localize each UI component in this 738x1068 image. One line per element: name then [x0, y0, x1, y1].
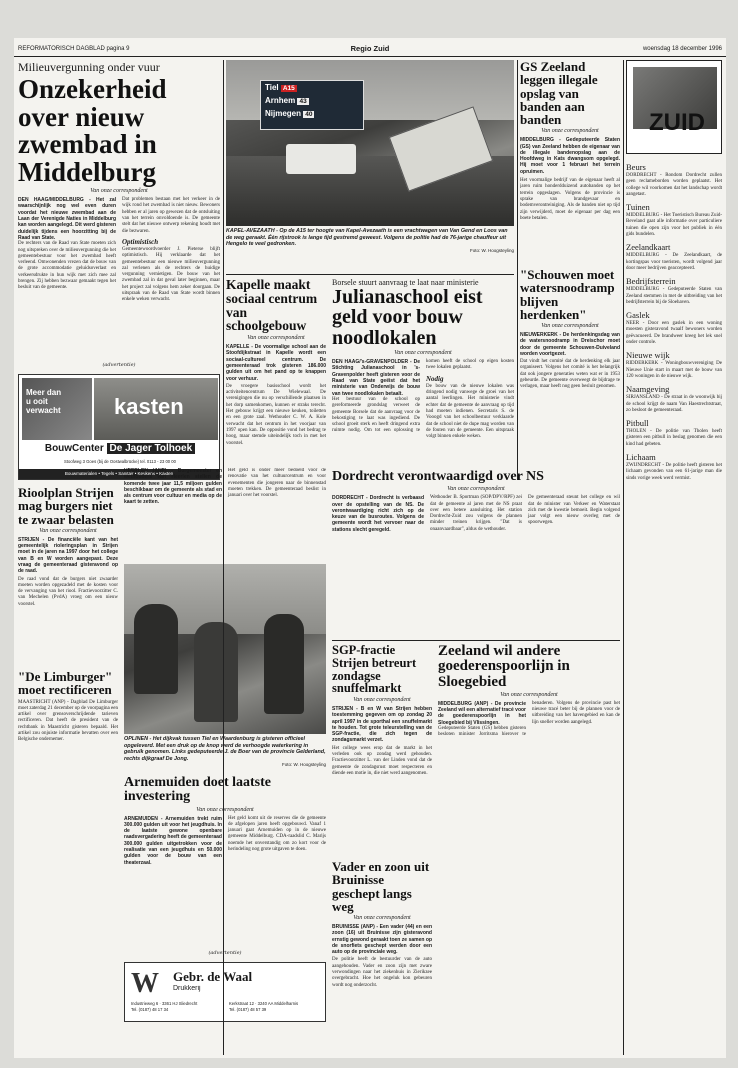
sign-line [265, 96, 309, 105]
ad-brand-2: De Jager Tolhoek [107, 443, 196, 454]
sign-exit-number: 43 [299, 98, 307, 105]
column-rule [223, 60, 224, 1055]
article-byline: Van onze correspondent [196, 806, 254, 813]
ad-phone: Tel. (0187) 48 17 34 [131, 1007, 169, 1012]
photo-caption-box [124, 736, 326, 770]
ad-store-photo [94, 378, 218, 440]
brief-text: NEER - Door een gaslek in een woning moesten gisteravond twaalf bewoners worden geëvacueerd. De brandweer kreeg het lek snel onder controle. [626, 321, 722, 346]
logo-title: ZUID [649, 109, 705, 136]
article-zwembad [18, 60, 220, 360]
article-lead: BRUINISSE (ANP) - Een vader (44) en een zoon (16) uit Bruinisse zijn gisteravond ernstig gewond geraakt toen ze samen op de snorfiets geschept werden door een auto op de provinciale weg. [332, 924, 432, 956]
article-lead: DEN HAAG/'s-GRAVENPOLDER - De Stichting Julianaschool in 's-Gravenpolder heeft gisteren voor de Raad van State geëist dat het ministerie van Onderwijs de bouw van twee noodlokalen betaalt. [332, 359, 420, 397]
article-subheading: Optimistisch [122, 237, 159, 246]
article-body: Gemeentewoordvoerder J. Pieterse blijft optimistisch. Hij verklaarde dat het gemeentebestuur een nieuwe milieuvergunning zal verlenen als de rechters de huidige vergunning vernietigen. De bouw van het zwembad zal in dat geval later beginnen, maar het project zal volgens hem zeker doorgaan. De uitspraak van de Raad van State wordt binnen enkele weken verwacht. [122, 246, 220, 303]
article-headline: Kapelle maakt sociaal centrum van schoolgebouw [226, 278, 318, 334]
ad-subtitle: Drukkerij [173, 985, 201, 992]
article-kicker: Borsele stuurt aanvraag te laat naar ministerie [332, 278, 479, 287]
brief-heading: Pitbull [626, 418, 649, 429]
article-lead: NIEUWERKERK - De herdenkingsdag van de watersnoodramp in Dreischor moet door de gemeente Schouwen-Duiveland worden voortgezet. [520, 332, 620, 357]
article-body: De politie heeft de bestuurder van de auto aangehouden. Vader en zoon zijn met zware verwondingen naar het ziekenhuis in Zierikzee overgebracht. Hoe het ongeluk kon gebeuren wordt nog onderzocht. [332, 957, 432, 988]
article-lead: MIDDELBURG (ANP) - De provincie Zeeland wil een alternatief tracé voor de goederenspoorlijn in het Sloegebied bij Vlissingen. [438, 700, 526, 726]
brief-text: SIRJANSLAND - De straat in de woonwijk bij de school krijgt de naam Van Haestrechtstraat, zo besloot de gemeenteraad. [626, 395, 722, 413]
article-body: MAASTRICHT (ANP) - Dagblad De Limburger moet zaterdag 21 december op de voorpagina een artikel over grensoverschrijdende tarieven rectificeren. Dat heeft de president van de rechtbank in Maastricht gisteren bepaald. Het artikel zou onjuiste informatie bevatten over een Belgische ondernemer. [18, 699, 118, 743]
brief-heading: Beurs [626, 162, 646, 172]
article-byline: Van onze correspondent [353, 915, 411, 921]
article-body: Dat vindt het comité dat de herdenking elk jaar organiseert. Volgens het comité is het belangrijk dat ook jongere generaties weten wat er in 1953 gebeurde. De gemeente overweegt de bijdrage te verlagen, maar heeft nog geen besluit genomen. [520, 359, 620, 390]
column-rule [623, 60, 624, 1055]
brief-heading: Zeelandkaart [626, 242, 671, 253]
page-header-section: Regio Zuid [350, 44, 390, 53]
article-kicker: Milieuvergunning onder vuur [18, 60, 160, 74]
article-headline: Onzekerheid over nieuw zwembad in Middelburg [18, 74, 167, 187]
sign-line [265, 109, 314, 118]
car [286, 144, 356, 174]
article-body: Het geld komt uit de reserves die de gemeente de afgelopen jaren heeft opgebouwd. Vanaf 1 januari gaat Arnemuiden op in de nieuwe gemeente Middelburg. CDA-raadslid C. Marijs noemde het onverstandig om zo kort voor de herindeling nog grote uitgaven te doen. [228, 815, 326, 853]
ad-bouwcenter[interactable] [18, 374, 220, 480]
ad-address: Stoofweg 3 Goes (bij de Oostwalbrücke) tel. 0113 - 23 00 00 [64, 459, 176, 464]
article-lead: ARNEMUIDEN - Arnemuiden trekt ruim 300.000 gulden uit voor het jeugdhuis. In de laatste gewone openbare raadsvergadering heeft de gemeenteraad 300.000 gulden uitgetrokken voor de realisatie van een jeugdhuis en 50.000 gulden voor de bouw van een theaterzaal. [124, 815, 222, 866]
article-body: Het geld is onder meer bedoeld voor de renovatie van het cultuurcentrum en voor evenementen die jongeren naar de binnenstad moeten trekken. De gemeenteraad beslist in januari over het voorstel. [228, 468, 326, 499]
article-lead: DORDRECHT - Dordrecht is verbaasd over de opstelling van de NS. De verontwaardiging richt zich op de keuze van de busroutes. Volgens de gemeente wordt het vervoer naar de stations slecht geregeld. [332, 495, 424, 533]
article-byline: Van onze correspondent [541, 323, 599, 329]
article-columns [438, 701, 620, 739]
article-lead: STRIJEN - De financiële kant van het gemeentelijk rioleringsplan in Strijen moet in de jaren na 1997 door het college van B en W worden aangepast. Deze vraag de gemeenteraad gisteravond op de raad. [18, 536, 118, 575]
regio-zuid-logo [626, 60, 722, 154]
article-body: De raad vond dat de burgers niet zwaarder moeten worden opgezadeld met de kosten voor de vervanging van het riool. Fractievoorzitter C. van Mechelen (PvdA) vroeg om een nieuw voorstel. [18, 576, 118, 607]
article-byline: Van onze correspondent [353, 697, 411, 703]
photo-dijkvak [124, 564, 326, 734]
article-body: Het voormalige bedrijf van de eigenaar heeft al jaren ruim honderdduizend autobanden op het terrein opgeslagen. Volgens de provincie is sprake van brandgevaar en bodemverontreiniging. Als de banden niet op tijd zijn verwijderd, moet de eigenaar per dag een boete betalen. [520, 178, 620, 221]
brief-text: MIDDELBURG - Het Toeristisch Bureau Zuid-Beveland gaat alle informatie over particuliere tuinen die open zijn voor het publiek in één gids bundelen. [626, 213, 722, 238]
article-columns [332, 359, 514, 440]
ad-footer: Bouwmaterialen • Tegels • Sanitair • Keukens • Kasten [19, 469, 219, 479]
header-rule [14, 56, 726, 57]
article-headline: Zeeland wil andere goederenspoorlijn in Sloegebied [438, 644, 570, 690]
article-columns [124, 468, 326, 506]
article-columns [124, 816, 326, 866]
ad-slogan-line: Meer dan [26, 388, 62, 397]
article-headline: Rioolplan Strijen mag burgers niet te zwaar belasten [18, 486, 114, 527]
ad-image [22, 378, 92, 440]
ad-contact-left [131, 1001, 225, 1021]
article-lead: HEERLEN (ANP) - Burgemeester en wethouders van Heerlen stellen de komende twee jaar 11,5 miljoen gulden beschikbaar om de gemeente als stad en als centrum voor cultuur en media op de kaart te zetten. [124, 468, 222, 506]
article-body: Wethouder B. Sportman (SOP/DPV/RPF) zei dat de gemeente al jaren met de NS praat over een betere aansluiting. Het station Dordrecht-Zuid zou volgens de plannen minder treinen krijgen. "Dat is onaanvaardbaar", aldus de wethouder. [430, 495, 522, 532]
sign-route-badge: A15 [282, 85, 295, 92]
article-lead: KAPELLE - De voormalige school aan de Stoofdijkstraat in Kapelle wordt een sociaal-cultureel centrum. De gemeenteraad trok gisteren 186.000 gulden uit om het pand op te knappen voor verhuur. [226, 344, 326, 382]
article-body: Het bestuur van de school op gereformeerde grondslag verweet de gemeente Borsele dat de aanvraag voor de bekostiging te laat was ingediend. De school groeit sterk en heeft dringend extra ruimte nodig. Om tot een oplossing te komen heeft de school op eigen kosten twee lokalen geplaatst. [332, 359, 514, 434]
article-headline: "De Limburger" moet rectificeren [18, 670, 113, 698]
article-subheading: Nodig [426, 374, 444, 383]
article-headline: Julianaschool eist geld voor bouw noodlokalen [332, 286, 483, 349]
brief-heading: Gaslek [626, 310, 650, 321]
ad-headline: kasten [114, 394, 184, 419]
ad-tag: (advertentie) [208, 950, 242, 956]
ad-phone: Tel. (0187) 48 57 39 [229, 1007, 267, 1012]
article-headline: Dordrecht verontwaardigd over NS [332, 470, 544, 484]
section-rule [226, 274, 514, 275]
article-byline: Van onze correspondent [541, 128, 599, 135]
regio-briefs [626, 158, 722, 1053]
sign-line [265, 83, 297, 92]
sign-text-arnhem: Arnhem [265, 96, 296, 105]
article-julianaschool [332, 278, 514, 466]
article-lead: MIDDELBURG - Gedeputeerde Staten (GS) van Zeeland hebben de eigenaar van de illegale bandenopslag aan de Hoofdweg in Kats dwangsom opgelegd. Hij moet voor 1 februari het terrein opruimen. [520, 137, 620, 175]
article-lead: STRIJEN - B en W van Strijen hebben toestemming gegeven om op zondag 20 april 1997 in de sporthal een snuffelmarkt te houden. Tot grote teleurstelling van de SGP-fractie, die zich tegen de zondagsmarkt verzet. [332, 706, 432, 744]
article-limburger [18, 670, 118, 790]
article-body: De bouw van de nieuwe lokalen was dringend nodig vanwege de groei van het aantal leerlingen. Het ministerie vindt echter dat de gemeente de aanvraag op tijd had moeten indienen. Secretaris S. de Vooogd van het schoolbestuur verklaarde dat de school niet de dupe mag worden van de fouten van de gemeente. Een uitspraak volgt binnen enkele weken. [426, 383, 514, 440]
article-heerlen [124, 468, 326, 558]
article-byline: Van onze correspondent [39, 527, 97, 534]
brief-heading: Nieuwe wijk [626, 350, 670, 361]
article-headline: GS Zeeland leggen illegale opslag van banden aan banden [520, 60, 598, 127]
article-headline: Arnemuiden doet laatste investering [124, 776, 271, 805]
sign-exit-number: 40 [305, 111, 313, 118]
brief-text: MIDDELBURG - De Zeelandkaart, de kortingspas voor toeristen, wordt volgend jaar door meer bedrijven geaccepteerd. [626, 253, 722, 271]
article-byline: Van onze correspondent [394, 350, 452, 357]
ad-slogan-line: u ooit [26, 397, 48, 406]
article-ns [332, 470, 620, 640]
article-body: De gemeenteraad steunt het college en wil dat de minister van Verkeer en Waterstaat zich met de kwestie bemoeit. Begin volgend jaar volgt een nieuw overleg met de spoorwegen. [528, 495, 620, 526]
page-header-left: REFORMATORISCH DAGBLAD pagina 9 [18, 46, 130, 52]
article-byline: Van onze correspondent [247, 335, 305, 342]
photo-credit: Foto: W. Hoogsteyling [469, 247, 514, 253]
article-riool [18, 486, 118, 666]
photo-caption: KAPEL-AVEZAATH - Op de A15 ter hoogte van Kapel-Avezaath is een vrachtwagen van Van Gend en Loos van de weg geraakt. Één rijstrook is lange tijd gestremd geweest. Volgens de politie had de 76-jarige chauffeur uit Hengelo te veel gedronken. [226, 228, 508, 247]
photo-caption-box [226, 228, 514, 272]
ad-address: Industrieweg 6 · 3361 HJ Sliedrecht [131, 1001, 198, 1006]
section-rule [332, 640, 620, 641]
ad-brand-1: BouwCenter [44, 443, 104, 454]
road-sign [260, 80, 364, 130]
brief-heading: Bedrijfsterrein [626, 276, 676, 287]
ad-slogan-line: verwacht [26, 406, 61, 415]
photo-highway-truck [226, 60, 514, 226]
article-headline: Vader en zoon uit Bruinisse geschept langs weg [332, 860, 430, 914]
article-body: Het college wees erop dat de markt in het verleden ook op zondag werd gehouden. Fractievoorzitter L. van der Linden vond dat de gemeente de zondagsrust moet respecteren en diende een motie in, die niet werd aangenomen. [332, 745, 432, 776]
ad-brand [22, 443, 218, 457]
ad-slogan [26, 388, 61, 415]
article-sloegebied [438, 644, 620, 874]
sign-text-nijmegen: Nijmegen [265, 109, 302, 118]
brief-text: THOLEN - De politie van Tholen heeft gisteren een pitbull in beslag genomen die een kind had gebeten. [626, 429, 722, 447]
brief-text: MIDDELBURG - Gedeputeerde Staten van Zeeland stemmen in met de uitbreiding van het bedrijfsterrein bij de Sloehaven. [626, 287, 722, 305]
ad-contact-right [229, 1001, 323, 1021]
person [194, 622, 238, 722]
article-body: Dat problemen bestaan met het verkeer in de wijk rond het zwembad is niet nieuw. Bewoners hebben er al jaren op gewezen dat de ontsluiting van het terrein onvoldoende is. De gemeente stelt dat het nieuwe ontwerp rekening houdt met die bezwaren. [122, 197, 220, 234]
brief-heading: Lichaam [626, 452, 656, 463]
article-lead: DEN HAAG/MIDDELBURG - Het zal waarschijnlijk nog wel even duren voordat het nieuwe zwembad aan de Laan der Verenigde Naties in Middelburg kan worden aangelegd. Dit werd gisteren duidelijk tijdens een hoorzitting bij de Raad van State. [18, 197, 116, 241]
brief-heading: Naamgeving [626, 384, 670, 395]
photo-caption: OPLINEN - Het dijkvak tussen Tiel en Waardenburg is gisteren officieel opgeleverd. Met een druk op de knop werd de verhoogde waterkering in gebruik genomen. Links gedeputeerde J. de Boer van de provincie Gelderland, rechts dijkgraaf De Jong. [124, 736, 326, 762]
article-headline: "Schouwen moet watersnoodramp blijven herdenken" [520, 268, 615, 322]
column-rule [517, 60, 518, 480]
brief-heading: Tuinen [626, 202, 650, 213]
article-body: Gedeputeerde Staten (GS) hebben gisteren besloten minister Jorritsma hierover te benaderen. Volgens de provincie past het nieuwe tracé beter bij de plannen voor de uitbreiding van het havengebied en kan de lijn sneller worden aangelegd. [438, 700, 620, 738]
ad-drukkerij[interactable] [124, 962, 326, 1022]
ad-brand: Gebr. de Waal [173, 969, 253, 984]
article-body: De vroegere basisschool wordt het activiteitencentrum De Wielewaal. De verenigingen die nu op verschillende plaatsen in het dorp samenkomen, kunnen er straks terecht. Het gebouw krijgt een nieuwe keuken, toiletten en een grote zaal. Wethouder C. W. A. Kole verwacht dat het centrum in het voorjaar van 1997 open kan. De oppositie vond het bedrag te hoog, maar stemde uiteindelijk toch in met het voorstel. [226, 383, 326, 446]
sign-text-tiel: Tiel [265, 83, 279, 92]
ad-logo-w: W [131, 969, 159, 999]
article-body: De rechters van de Raad van State moeten zich nog uitspreken over de milieuvergunning die het gemeentebestuur voor het zwembad heeft verleend. Omwonenden vrezen dat de bouw van de grote accommodatie geluidsoverlast en verkeersdrukte in hun wijk met zich mee zal brengen. Zij hebben bezwaar gemaakt tegen het besluit van de gemeente. [18, 241, 116, 291]
newspaper-page [14, 38, 726, 1058]
brief-text: RIDDERKERK - Woningbouwvereniging De Nieuwe Unie start in maart met de bouw van 120 woningen in de nieuwe wijk. [626, 361, 722, 379]
article-kapelle [226, 278, 326, 458]
photo-credit: Foto: W. Hoogsteyling [281, 762, 326, 767]
article-arnemuiden [124, 776, 326, 946]
brief-text: ZWIJNDRECHT - De politie heeft gisteren het lichaam gevonden van een 61-jarige man die sinds vorige week werd vermist. [626, 463, 722, 481]
person [264, 614, 304, 714]
ad-tag: (advertentie) [102, 362, 136, 368]
article-sgp [332, 644, 432, 854]
article-byline: Van onze correspondent [447, 486, 505, 493]
article-columns [18, 197, 220, 303]
article-byline: Van onze correspondent [500, 691, 558, 698]
brief-text: DORDRECHT - Rondom Dordrecht zullen geen reclameborden worden geplaatst. Het college wil voorkomen dat het landschap wordt aangetast. [626, 173, 722, 197]
article-byline: Van onze correspondent [90, 188, 148, 195]
ad-address: Kerkstraat 12 · 3240 AA Middelharnis [229, 1001, 299, 1006]
article-bruinisse [332, 860, 432, 1050]
article-headline: SGP-fractie Strijen betreurt zondagse snuffelmarkt [332, 644, 417, 696]
person [134, 604, 178, 694]
page-header-date: woensdag 18 december 1996 [642, 46, 722, 52]
article-columns [332, 495, 620, 533]
article-watersnood [520, 268, 620, 448]
